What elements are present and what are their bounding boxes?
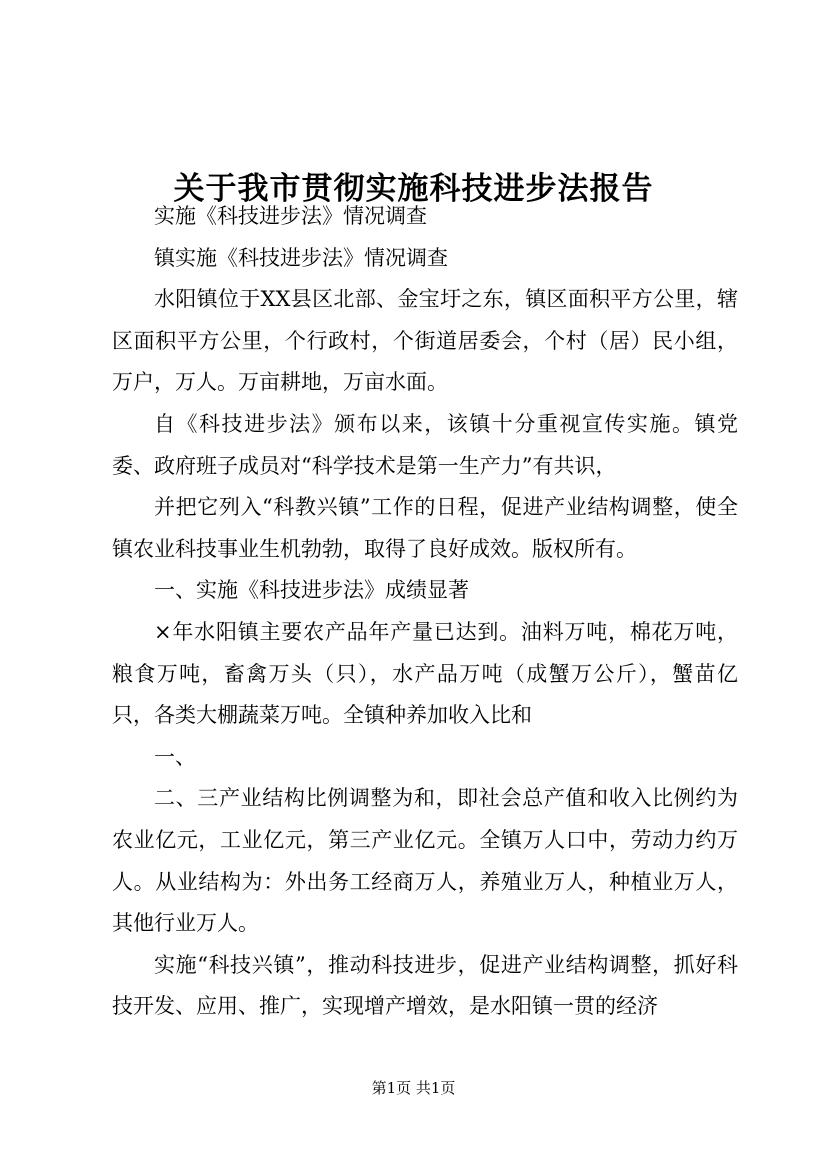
paragraph: 镇实施《科技进步法》情况调查 [154, 245, 448, 270]
paragraph: 水阳镇位于XX县区北部、金宝圩之东，镇区面积平方公里，辖区面积平方公里，个行政村，个街道居委会，个村（居）民小组，万户，万人。万亩耕地，万亩水面。 [112, 287, 738, 395]
paragraph: 一、 [154, 744, 196, 769]
document-title: 关于我市贯彻实施科技进步法报告 [173, 170, 654, 207]
paragraph: 并把它列入“科教兴镇”工作的日程，促进产业结构调整，使全镇农业科技事业生机勃勃，取得了良好成效。版权所有。 [112, 495, 738, 561]
paragraph: 实施“科技兴镇”，推动科技进步，促进产业结构调整，抓好科技开发、应用、推广，实现增产增效，是水阳镇一贯的经济 [112, 952, 738, 1019]
document-body [112, 196, 738, 1028]
paragraph: 自《科技进步法》颁布以来，该镇十分重视宣传实施。镇党委、政府班子成员对“科学技术是第一生产力”有共识， [112, 411, 738, 478]
paragraph: 实施《科技进步法》情况调查 [154, 204, 427, 228]
paragraph: ×年水阳镇主要农产品年产量已达到。油料万吨，棉花万吨，粮食万吨，畜禽万头（只），水产品万吨（成蟹万公斤），蟹苗亿只，各类大棚蔬菜万吨。全镇种养加收入比和 [112, 619, 738, 728]
page-number-footer: 第1页 共1页 [371, 1079, 456, 1097]
paragraph: 二、三产业结构比例调整为和，即社会总产值和收入比例约为农业亿元，工业亿元，第三产业亿元。全镇万人口中，劳动力约万人。从业结构为：外出务工经商万人，养殖业万人，种植业万人，其他行业万人。 [112, 786, 738, 936]
section-heading: 一、实施《科技进步法》成绩显著 [154, 578, 469, 603]
